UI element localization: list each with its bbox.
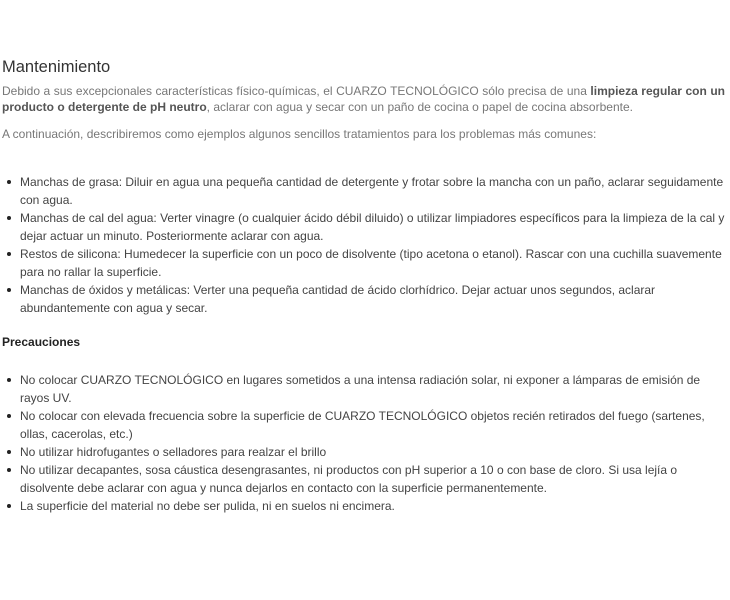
treatment-item-silicone: Restos de silicona: Humedecer la superficie con un poco de disolvente (tipo acetona o etanol). Rascar con una cuchilla suavemente para no rallar la superficie. <box>2 245 730 281</box>
treatments-list <box>2 173 730 317</box>
precaution-item-sealers: No utilizar hidrofugantes o selladores para realzar el brillo <box>2 443 730 461</box>
treatment-item-grease: Manchas de grasa: Diluir en agua una pequeña cantidad de detergente y frotar sobre la mancha con un paño, aclarar seguidamente con agua. <box>2 173 730 209</box>
maintenance-heading: Mantenimiento <box>2 58 111 76</box>
precaution-item-polishing: La superficie del material no debe ser pulida, ni en suelos ni encimera. <box>2 497 730 515</box>
treatment-item-limescale: Manchas de cal del agua: Verter vinagre (o cualquier ácido débil diluido) o utilizar limpiadores específicos para la limpieza de la cal y dejar actuar un minuto. Posteriormente aclarar con agua. <box>2 209 730 245</box>
precaution-item-chemicals: No utilizar decapantes, sosa cáustica desengrasantes, ni productos con pH superior a 10 o con base de cloro. Si usa lejía o disolvente debe aclarar con agua y nunca dejarlos en contacto con la superficie permanentemente. <box>2 461 730 497</box>
precaution-item-hot-objects: No colocar con elevada frecuencia sobre la superficie de CUARZO TECNOLÓGICO objetos recién retirados del fuego (sartenes, ollas, cacerolas, etc.) <box>2 407 730 443</box>
precautions-list <box>2 371 730 515</box>
intro-text-start: Debido a sus excepcionales características físico-químicas, el CUARZO TECNOLÓGICO sólo precisa de una <box>2 84 591 98</box>
precaution-item-sunlight: No colocar CUARZO TECNOLÓGICO en lugares sometidos a una intensa radiación solar, ni exponer a lámparas de emisión de rayos UV. <box>2 371 730 407</box>
maintenance-intro <box>2 83 725 115</box>
intro-text-end: , aclarar con agua y secar con un paño de cocina o papel de cocina absorbente. <box>206 100 633 114</box>
treatments-lead: A continuación, describiremos como ejemplos algunos sencillos tratamientos para los problemas más comunes: <box>2 127 597 141</box>
intro-text-bold: limpieza regular con un producto o detergente de pH neutro <box>2 84 726 114</box>
precautions-heading: Precauciones <box>2 335 81 349</box>
treatment-item-oxides: Manchas de óxidos y metálicas: Verter una pequeña cantidad de ácido clorhídrico. Dejar actuar unos segundos, aclarar abundantemente con agua y secar. <box>2 281 730 317</box>
